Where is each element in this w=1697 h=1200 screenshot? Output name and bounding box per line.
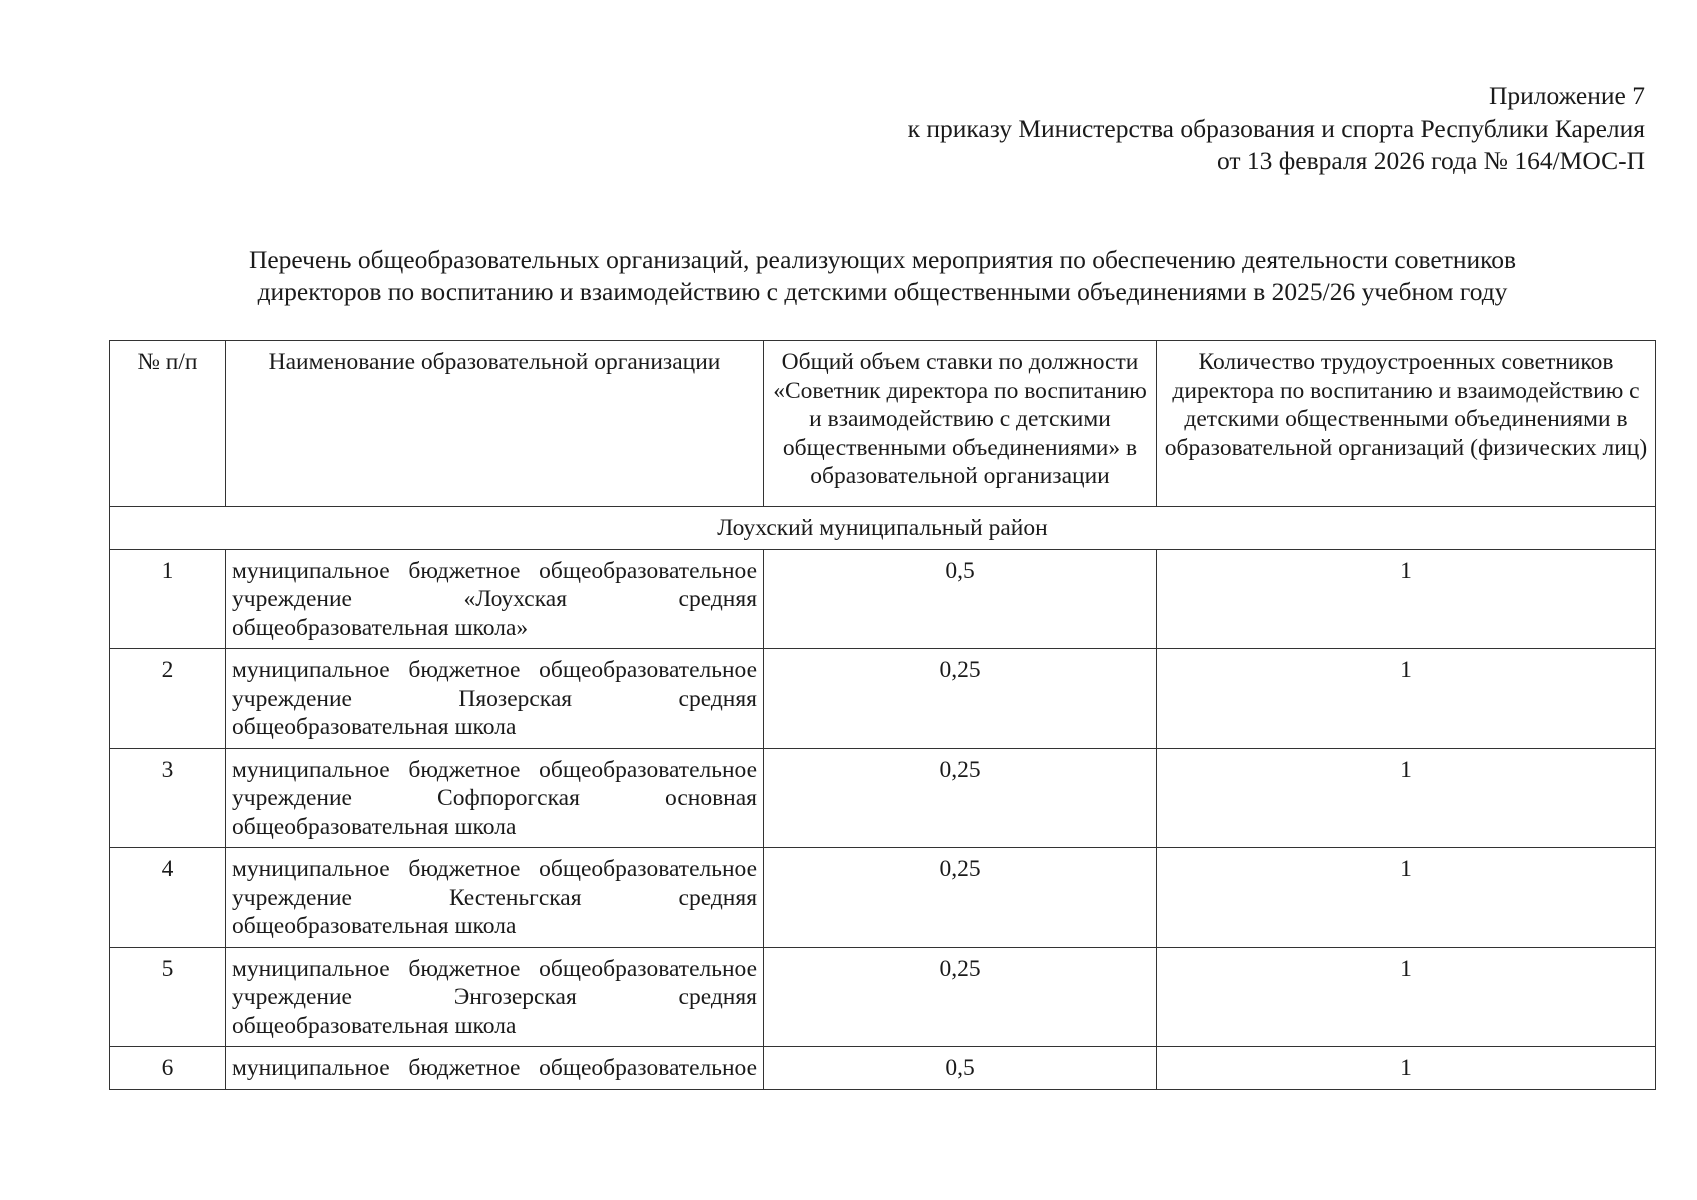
document-title-line-1: Перечень общеобразовательных организаций, реализующих мероприятия по обеспечению деятельности советников <box>248 245 1517 274</box>
header-rate-volume: Общий объем ставки по должности «Советник директора по воспитанию и взаимодействию с детскими общественными объединениями» в образовательной организации <box>764 341 1157 507</box>
organization-name-line: учреждение Энгозерская средняя <box>232 984 757 1010</box>
appendix-header <box>908 80 1645 178</box>
table-row <box>110 549 1656 649</box>
organization-name-line: общеобразовательная школа» <box>232 614 529 641</box>
group-row <box>110 507 1656 550</box>
row-number: 3 <box>110 748 226 848</box>
organization-name-line: муниципальное бюджетное общеобразовательное <box>232 756 757 783</box>
organization-name <box>226 848 764 948</box>
organization-name-line: муниципальное бюджетное общеобразовательное <box>232 557 757 584</box>
advisor-count: 1 <box>1157 748 1656 848</box>
table-row <box>110 1047 1656 1090</box>
table-row <box>110 947 1656 1047</box>
organization-name-line: муниципальное бюджетное общеобразовательное <box>232 657 757 683</box>
organization-name-line: общеобразовательная школа <box>232 1012 517 1039</box>
organization-name-line: муниципальное бюджетное общеобразовательное <box>232 955 757 982</box>
table-row <box>110 748 1656 848</box>
header-organization-name: Наименование образовательной организации <box>226 341 764 507</box>
rate-value: 0,25 <box>764 947 1157 1047</box>
group-name: Лоухский муниципальный район <box>110 507 1656 550</box>
advisor-count: 1 <box>1157 649 1656 749</box>
organization-name <box>226 1047 764 1090</box>
organization-name <box>226 748 764 848</box>
advisor-count: 1 <box>1157 848 1656 948</box>
header-number: № п/п <box>110 341 226 507</box>
row-number: 6 <box>110 1047 226 1090</box>
order-date: от 13 февраля 2026 года № 164/МОС-П <box>1216 146 1645 175</box>
advisor-count: 1 <box>1157 549 1656 649</box>
organization-name-line: учреждение Кестеньгская средняя <box>232 884 757 911</box>
rate-value: 0,5 <box>764 549 1157 649</box>
organization-name-line: общеобразовательная школа <box>232 913 517 939</box>
row-number: 4 <box>110 848 226 948</box>
document-title-line-2: директоров по воспитанию и взаимодействию с детскими общественными объединениями в 2025/26 учебном году <box>257 277 1508 306</box>
organization-name-line: учреждение «Лоухская средняя <box>232 586 757 612</box>
organization-name-line: муниципальное бюджетное общеобразовательное <box>232 1055 757 1081</box>
table-row <box>110 649 1656 749</box>
header-advisor-count: Количество трудоустроенных советников директора по воспитанию и взаимодействию с детскими общественными объединениями в образовательной организаций (физических лиц) <box>1157 341 1656 507</box>
organizations-table <box>109 340 1656 1090</box>
rate-value: 0,25 <box>764 748 1157 848</box>
rate-value: 0,25 <box>764 649 1157 749</box>
organization-name-line: учреждение Пяозерская средняя <box>232 685 757 712</box>
advisor-count: 1 <box>1157 947 1656 1047</box>
organization-name <box>226 947 764 1047</box>
advisor-count: 1 <box>1157 1047 1656 1090</box>
row-number: 2 <box>110 649 226 749</box>
table-row <box>110 848 1656 948</box>
row-number: 1 <box>110 549 226 649</box>
table-header-row <box>110 341 1656 507</box>
organization-name-line: учреждение Софпорогская основная <box>232 785 757 811</box>
organization-name <box>226 649 764 749</box>
document-title <box>110 244 1655 308</box>
order-reference: к приказу Министерства образования и спорта Республики Карелия <box>907 113 1645 143</box>
organization-name-line: муниципальное бюджетное общеобразовательное <box>232 856 757 882</box>
appendix-number: Приложение 7 <box>1489 81 1645 110</box>
organization-name-line: общеобразовательная школа <box>232 714 517 740</box>
organization-name-line: общеобразовательная школа <box>232 813 517 840</box>
rate-value: 0,25 <box>764 848 1157 948</box>
row-number: 5 <box>110 947 226 1047</box>
organization-name <box>226 549 764 649</box>
rate-value: 0,5 <box>764 1047 1157 1090</box>
